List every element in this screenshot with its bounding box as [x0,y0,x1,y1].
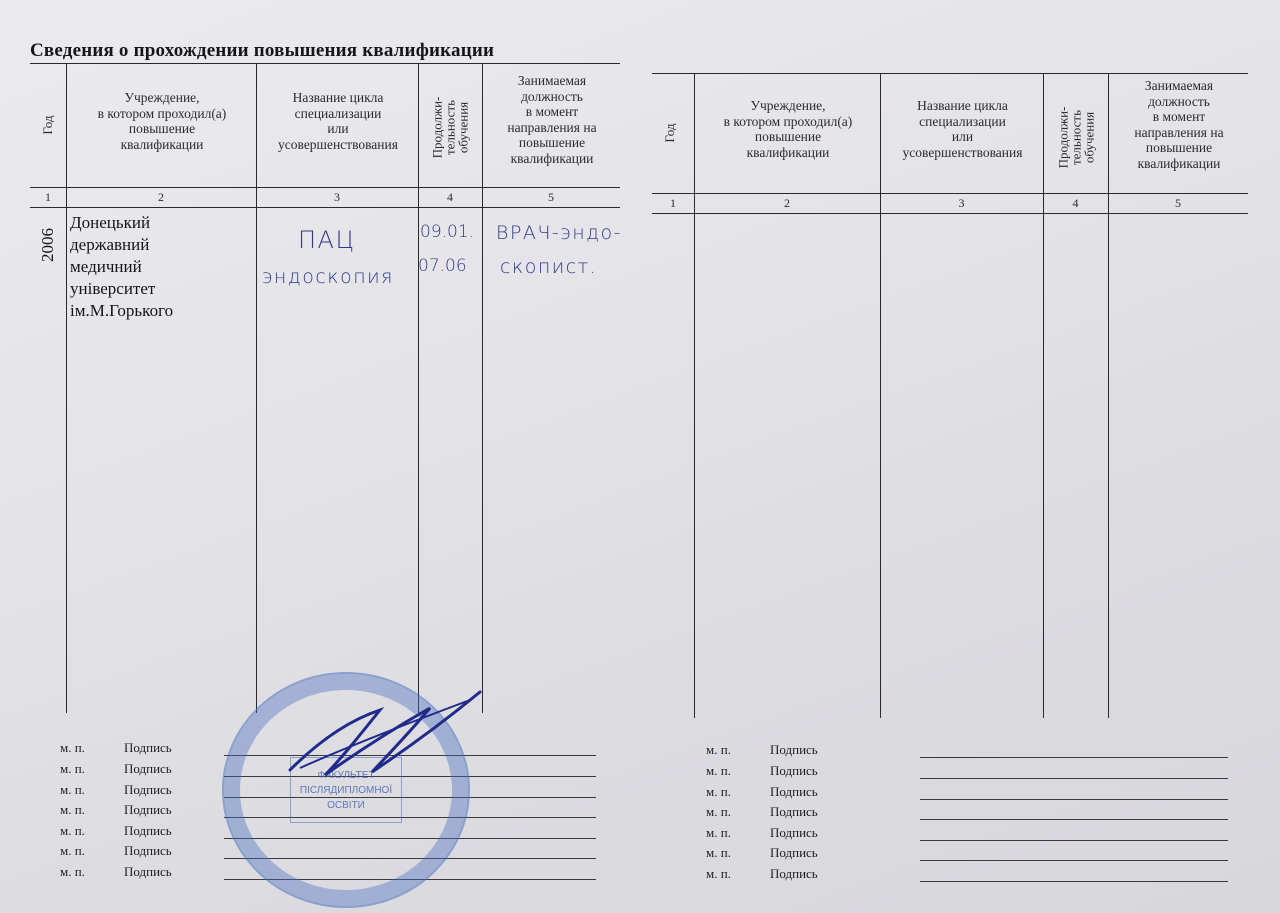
row-cycle-handwritten-2: эндоскопия [262,266,394,288]
row-duration-handwritten-1: 09.01. [420,222,475,242]
left-header-cycle: Название цикла специализации или усовершенствования [278,90,398,152]
right-col-number-1: 1 [670,196,676,210]
signature-row: м. п. Подпись [706,825,1228,841]
signature-row: м. п. Подпись [60,802,596,818]
signature-row: м. п. Подпись [60,864,596,880]
left-col-number-4: 4 [447,190,453,204]
signature-row: м. п. Подпись [706,763,1228,779]
right-col-number-5: 5 [1175,196,1181,210]
signature-row: м. п. Подпись [706,845,1228,861]
right-col-number-2: 2 [784,196,790,210]
document-title: Сведения о прохождении повышения квалификации [30,40,495,61]
left-header-position: Занимаемая должность в момент направления на повышение квалификации [507,73,597,166]
left-col-number-5: 5 [548,190,554,204]
handwritten-signature [280,680,500,790]
left-header-duration: Продолжи- тельность обучения [429,96,471,159]
right-col-number-4: 4 [1072,196,1079,210]
signature-row: м. п. Подпись [706,804,1228,820]
right-header-year: Год [662,123,677,143]
signature-row: м. п. Подпись [60,823,596,839]
signature-row: м. п. Подпись [706,742,1228,758]
right-header-cycle: Название цикла специализации или усовершенствования [902,98,1023,160]
right-header-institution: Учреждение, в котором проходил(а) повышение квалификации [723,98,853,160]
left-header-institution: Учреждение, в котором проходил(а) повышение квалификации [97,90,227,152]
left-col-number-3: 3 [334,190,340,204]
left-col-number-2: 2 [158,190,164,204]
left-header-year: Год [40,115,55,135]
right-header-position: Занимаемая должность в момент направления на повышение квалификации [1134,78,1224,171]
signature-row: м. п. Подпись [60,740,596,756]
right-col-number-3: 3 [958,196,965,210]
signature-row: м. п. Подпись [706,866,1228,882]
signature-row: м. п. Подпись [60,782,596,798]
row-position-handwritten-2: скопист. [500,256,598,278]
row-duration-handwritten-2: 07.06 [418,256,467,276]
signature-row: м. п. Подпись [60,761,596,777]
signature-row: м. п. Подпись [706,784,1228,800]
row-year: 2006 [38,228,57,262]
left-col-number-1: 1 [45,190,51,204]
row-institution: Донецький державний медичний університет ім.М.Горького [70,213,174,320]
row-cycle-handwritten-1: ПАЦ [298,226,356,254]
row-position-handwritten-1: ВРАЧ-эндо- [496,222,622,244]
signature-row: м. п. Подпись [60,843,596,859]
right-header-duration: Продолжи- тельность обучения [1055,106,1097,169]
stamp-center-text: ФАКУЛЬТЕТ ПІСЛЯДИПЛОМНОЇ ОСВІТИ [290,757,402,823]
